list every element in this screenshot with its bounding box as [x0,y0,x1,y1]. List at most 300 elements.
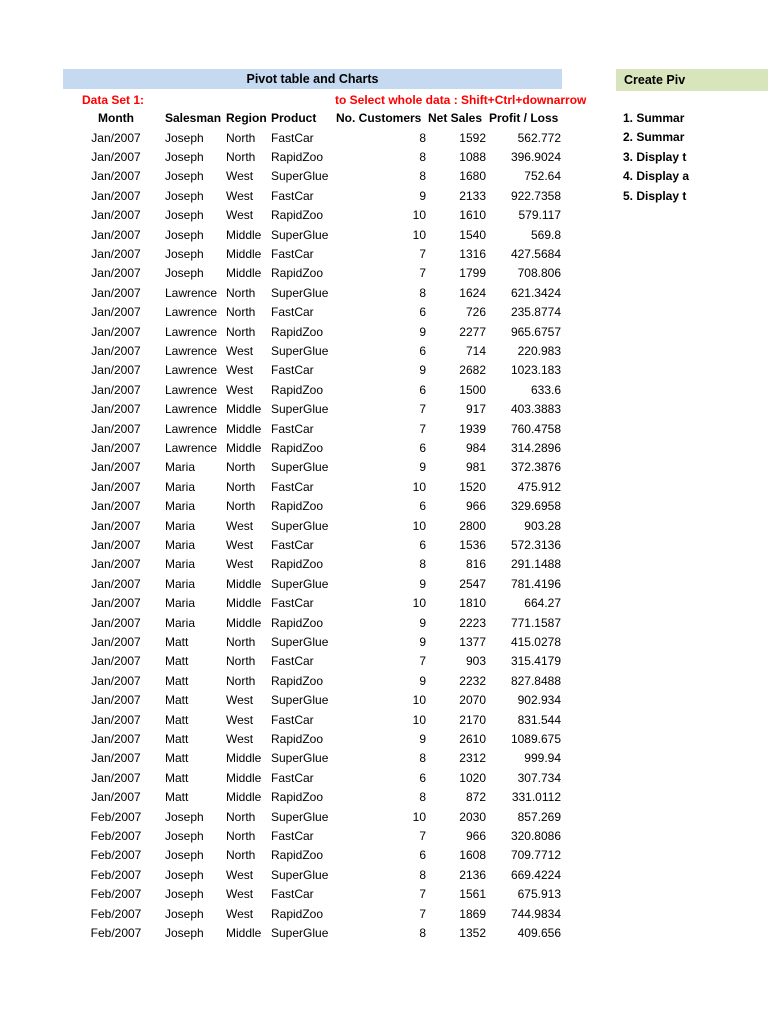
table-row[interactable] [0,264,768,283]
instruction-item[interactable]: 5. Display t [623,188,687,203]
table-row[interactable] [0,206,768,225]
table-row[interactable] [0,361,768,380]
cell-month[interactable]: Jan/2007 [91,363,141,378]
cell-net-sales[interactable]: 2312 [459,751,486,766]
cell-profit[interactable]: 579.117 [518,208,561,223]
cell-profit[interactable]: 331.0112 [511,790,561,805]
table-row[interactable] [0,905,768,924]
cell-region[interactable]: North [226,479,256,494]
cell-customers[interactable]: 10 [412,479,426,494]
cell-region[interactable]: North [226,324,256,339]
cell-customers[interactable]: 8 [419,169,426,184]
table-row[interactable] [0,730,768,749]
cell-profit[interactable]: 320.8086 [510,828,561,843]
cell-net-sales[interactable]: 1608 [459,848,486,863]
cell-customers[interactable]: 6 [419,848,426,863]
cell-month[interactable]: Feb/2007 [90,828,142,843]
table-row[interactable] [0,517,768,536]
cell-profit[interactable]: 427.5684 [510,246,561,261]
cell-customers[interactable]: 9 [419,615,426,630]
cell-salesman[interactable]: Matt [165,770,189,785]
cell-month[interactable]: Jan/2007 [91,576,141,591]
cell-region[interactable]: West [226,887,254,902]
cell-month[interactable]: Jan/2007 [91,246,141,261]
cell-month[interactable]: Jan/2007 [91,634,141,649]
cell-region[interactable]: Middle [226,596,262,611]
cell-profit[interactable]: 569.8 [530,227,561,242]
cell-salesman[interactable]: Joseph [165,848,204,863]
cell-product[interactable]: FastCar [271,770,314,785]
cell-customers[interactable]: 7 [419,828,426,843]
table-row[interactable] [0,924,768,943]
cell-month[interactable]: Jan/2007 [91,402,141,417]
cell-product[interactable]: FastCar [271,305,314,320]
cell-region[interactable]: North [226,149,256,164]
cell-net-sales[interactable]: 2800 [459,518,486,533]
table-row[interactable] [0,749,768,768]
cell-customers[interactable]: 10 [412,712,426,727]
cell-profit[interactable]: 922.7358 [510,188,561,203]
cell-salesman[interactable]: Maria [165,518,196,533]
create-pivot-header[interactable] [616,69,768,91]
table-row[interactable] [0,691,768,710]
cell-profit[interactable]: 314.2896 [510,440,561,455]
instruction-item[interactable]: 3. Display t [623,149,687,164]
cell-product[interactable]: SuperGlue [271,285,329,300]
cell-customers[interactable]: 6 [419,537,426,552]
cell-month[interactable]: Jan/2007 [91,149,141,164]
cell-net-sales[interactable]: 1810 [459,596,486,611]
cell-product[interactable]: FastCar [271,596,314,611]
cell-profit[interactable]: 572.3136 [510,537,561,552]
cell-product[interactable]: RapidZoo [271,731,324,746]
cell-profit[interactable]: 965.6757 [510,324,561,339]
cell-salesman[interactable]: Maria [165,499,196,514]
cell-product[interactable]: RapidZoo [271,266,324,281]
cell-region[interactable]: North [226,673,256,688]
table-row[interactable] [0,478,768,497]
cell-profit[interactable]: 831.544 [517,712,561,727]
table-row[interactable] [0,284,768,303]
cell-customers[interactable]: 9 [419,460,426,475]
cell-region[interactable]: Middle [226,576,262,591]
table-row[interactable] [0,885,768,904]
table-row[interactable] [0,788,768,807]
cell-net-sales[interactable]: 2030 [459,809,486,824]
cell-net-sales[interactable]: 714 [465,343,486,358]
cell-profit[interactable]: 403.3883 [510,402,561,417]
cell-profit[interactable]: 562.772 [517,130,561,145]
cell-net-sales[interactable]: 2136 [459,867,486,882]
cell-region[interactable]: North [226,848,256,863]
cell-customers[interactable]: 6 [419,770,426,785]
cell-month[interactable]: Jan/2007 [91,537,141,552]
cell-region[interactable]: North [226,460,256,475]
cell-product[interactable]: SuperGlue [271,751,329,766]
cell-salesman[interactable]: Joseph [165,130,204,145]
cell-customers[interactable]: 6 [419,305,426,320]
cell-net-sales[interactable]: 984 [465,440,486,455]
cell-salesman[interactable]: Maria [165,537,196,552]
cell-salesman[interactable]: Joseph [165,149,204,164]
cell-month[interactable]: Jan/2007 [91,227,141,242]
cell-product[interactable]: RapidZoo [271,324,324,339]
cell-net-sales[interactable]: 1592 [459,130,486,145]
cell-net-sales[interactable]: 1680 [459,169,486,184]
cell-net-sales[interactable]: 872 [465,790,486,805]
cell-net-sales[interactable]: 2133 [459,188,486,203]
cell-product[interactable]: RapidZoo [271,906,324,921]
cell-month[interactable]: Feb/2007 [90,809,142,824]
cell-customers[interactable]: 9 [419,634,426,649]
cell-month[interactable]: Feb/2007 [90,906,142,921]
cell-product[interactable]: RapidZoo [271,149,324,164]
cell-customers[interactable]: 8 [419,751,426,766]
cell-customers[interactable]: 8 [419,285,426,300]
table-row[interactable] [0,614,768,633]
cell-region[interactable]: Middle [226,266,262,281]
cell-customers[interactable]: 7 [419,906,426,921]
table-row[interactable] [0,711,768,730]
cell-salesman[interactable]: Joseph [165,887,204,902]
table-row[interactable] [0,458,768,477]
cell-region[interactable]: Middle [226,421,262,436]
cell-region[interactable]: North [226,130,256,145]
cell-profit[interactable]: 475.912 [517,479,561,494]
cell-customers[interactable]: 8 [419,867,426,882]
table-row[interactable] [0,226,768,245]
cell-product[interactable]: RapidZoo [271,382,324,397]
header-product[interactable]: Product [271,111,317,125]
cell-customers[interactable]: 6 [419,382,426,397]
cell-region[interactable]: North [226,809,256,824]
cell-customers[interactable]: 7 [419,421,426,436]
cell-profit[interactable]: 709.7712 [510,848,561,863]
table-row[interactable] [0,866,768,885]
cell-net-sales[interactable]: 903 [465,654,486,669]
cell-region[interactable]: West [226,343,254,358]
cell-profit[interactable]: 1089.675 [510,731,561,746]
cell-profit[interactable]: 664.27 [524,596,561,611]
cell-customers[interactable]: 7 [419,654,426,669]
cell-customers[interactable]: 6 [419,343,426,358]
cell-salesman[interactable]: Matt [165,790,189,805]
cell-profit[interactable]: 903.28 [524,518,561,533]
cell-month[interactable]: Jan/2007 [91,382,141,397]
cell-product[interactable]: FastCar [271,363,314,378]
cell-product[interactable]: SuperGlue [271,169,329,184]
cell-month[interactable]: Jan/2007 [91,440,141,455]
cell-product[interactable]: FastCar [271,654,314,669]
cell-net-sales[interactable]: 966 [465,828,486,843]
cell-customers[interactable]: 7 [419,246,426,261]
cell-month[interactable]: Jan/2007 [91,790,141,805]
table-row[interactable] [0,555,768,574]
cell-salesman[interactable]: Joseph [165,809,204,824]
cell-salesman[interactable]: Joseph [165,246,204,261]
cell-region[interactable]: North [226,634,256,649]
cell-customers[interactable]: 8 [419,149,426,164]
cell-customers[interactable]: 10 [412,227,426,242]
cell-month[interactable]: Jan/2007 [91,673,141,688]
cell-month[interactable]: Jan/2007 [91,266,141,281]
cell-product[interactable]: RapidZoo [271,440,324,455]
table-row[interactable] [0,420,768,439]
cell-salesman[interactable]: Joseph [165,925,204,940]
cell-product[interactable]: FastCar [271,479,314,494]
cell-customers[interactable]: 10 [412,693,426,708]
cell-salesman[interactable]: Lawrence [165,324,218,339]
cell-salesman[interactable]: Maria [165,479,196,494]
cell-month[interactable]: Jan/2007 [91,518,141,533]
cell-product[interactable]: RapidZoo [271,208,324,223]
cell-salesman[interactable]: Matt [165,712,189,727]
table-row[interactable] [0,672,768,691]
cell-net-sales[interactable]: 917 [465,402,486,417]
cell-product[interactable]: SuperGlue [271,576,329,591]
table-row[interactable] [0,808,768,827]
cell-region[interactable]: West [226,208,254,223]
table-row[interactable] [0,342,768,361]
cell-salesman[interactable]: Maria [165,615,196,630]
cell-profit[interactable]: 752.64 [524,169,561,184]
cell-customers[interactable]: 7 [419,402,426,417]
header-customers[interactable]: No. Customers [336,111,422,125]
cell-region[interactable]: West [226,518,254,533]
cell-month[interactable]: Jan/2007 [91,208,141,223]
cell-region[interactable]: West [226,169,254,184]
cell-product[interactable]: SuperGlue [271,227,329,242]
cell-product[interactable]: SuperGlue [271,634,329,649]
cell-month[interactable]: Jan/2007 [91,305,141,320]
cell-product[interactable]: SuperGlue [271,343,329,358]
cell-customers[interactable]: 10 [412,596,426,611]
table-row[interactable] [0,652,768,671]
cell-region[interactable]: West [226,537,254,552]
cell-profit[interactable]: 633.6 [530,382,561,397]
cell-salesman[interactable]: Lawrence [165,305,218,320]
cell-month[interactable]: Jan/2007 [91,731,141,746]
cell-salesman[interactable]: Matt [165,693,189,708]
cell-customers[interactable]: 7 [419,887,426,902]
instruction-item[interactable]: 2. Summar [623,130,685,145]
cell-salesman[interactable]: Joseph [165,227,204,242]
cell-net-sales[interactable]: 1500 [459,382,486,397]
header-salesman[interactable]: Salesman [165,111,222,125]
cell-month[interactable]: Jan/2007 [91,324,141,339]
cell-product[interactable]: SuperGlue [271,460,329,475]
cell-region[interactable]: Middle [226,246,262,261]
cell-product[interactable]: FastCar [271,246,314,261]
cell-profit[interactable]: 669.4224 [510,867,561,882]
cell-salesman[interactable]: Lawrence [165,285,218,300]
cell-month[interactable]: Feb/2007 [90,887,142,902]
cell-salesman[interactable]: Lawrence [165,440,218,455]
cell-net-sales[interactable]: 726 [465,305,486,320]
cell-net-sales[interactable]: 2682 [459,363,486,378]
cell-region[interactable]: West [226,188,254,203]
cell-month[interactable]: Jan/2007 [91,693,141,708]
table-row[interactable] [0,303,768,322]
cell-profit[interactable]: 902.934 [517,693,561,708]
cell-month[interactable]: Jan/2007 [91,557,141,572]
cell-product[interactable]: SuperGlue [271,693,329,708]
cell-region[interactable]: West [226,363,254,378]
cell-product[interactable]: FastCar [271,887,314,902]
cell-profit[interactable]: 396.9024 [510,149,561,164]
cell-customers[interactable]: 8 [419,557,426,572]
table-row[interactable] [0,400,768,419]
cell-net-sales[interactable]: 2547 [459,576,486,591]
instruction-item[interactable]: 4. Display a [623,169,690,184]
cell-profit[interactable]: 415.0278 [510,634,561,649]
cell-salesman[interactable]: Lawrence [165,421,218,436]
cell-salesman[interactable]: Lawrence [165,402,218,417]
cell-profit[interactable]: 781.4196 [510,576,561,591]
cell-month[interactable]: Feb/2007 [90,848,142,863]
cell-salesman[interactable]: Joseph [165,266,204,281]
cell-profit[interactable]: 307.734 [517,770,561,785]
cell-region[interactable]: Middle [226,227,262,242]
cell-month[interactable]: Jan/2007 [91,130,141,145]
cell-region[interactable]: Middle [226,615,262,630]
cell-profit[interactable]: 1023.183 [510,363,561,378]
cell-region[interactable]: Middle [226,790,262,805]
cell-net-sales[interactable]: 1377 [459,634,486,649]
cell-net-sales[interactable]: 1520 [459,479,486,494]
cell-month[interactable]: Jan/2007 [91,188,141,203]
table-row[interactable] [0,827,768,846]
cell-salesman[interactable]: Maria [165,596,196,611]
cell-customers[interactable]: 9 [419,673,426,688]
cell-salesman[interactable]: Maria [165,460,196,475]
cell-salesman[interactable]: Maria [165,557,196,572]
cell-profit[interactable]: 708.806 [517,266,561,281]
cell-customers[interactable]: 10 [412,518,426,533]
header-profit[interactable]: Profit / Loss [489,111,559,125]
cell-month[interactable]: Jan/2007 [91,596,141,611]
cell-month[interactable]: Jan/2007 [91,499,141,514]
cell-month[interactable]: Jan/2007 [91,479,141,494]
cell-region[interactable]: West [226,382,254,397]
cell-net-sales[interactable]: 1540 [459,227,486,242]
cell-product[interactable]: FastCar [271,421,314,436]
cell-region[interactable]: North [226,654,256,669]
table-row[interactable] [0,323,768,342]
cell-customers[interactable]: 6 [419,440,426,455]
cell-customers[interactable]: 9 [419,324,426,339]
cell-net-sales[interactable]: 2223 [459,615,486,630]
cell-region[interactable]: North [226,828,256,843]
table-row[interactable] [0,846,768,865]
cell-net-sales[interactable]: 2232 [459,673,486,688]
cell-net-sales[interactable]: 1561 [459,887,486,902]
cell-product[interactable]: SuperGlue [271,402,329,417]
instruction-item[interactable]: 1. Summar [623,111,685,125]
cell-region[interactable]: North [226,305,256,320]
cell-customers[interactable]: 10 [412,809,426,824]
cell-salesman[interactable]: Joseph [165,208,204,223]
cell-product[interactable]: SuperGlue [271,867,329,882]
table-row[interactable] [0,381,768,400]
cell-month[interactable]: Jan/2007 [91,285,141,300]
cell-profit[interactable]: 857.269 [517,809,561,824]
cell-product[interactable]: RapidZoo [271,673,324,688]
cell-customers[interactable]: 9 [419,188,426,203]
cell-net-sales[interactable]: 2070 [459,693,486,708]
cell-product[interactable]: FastCar [271,188,314,203]
cell-product[interactable]: RapidZoo [271,557,324,572]
cell-salesman[interactable]: Joseph [165,906,204,921]
cell-region[interactable]: North [226,285,256,300]
cell-net-sales[interactable]: 1939 [459,421,486,436]
cell-product[interactable]: RapidZoo [271,615,324,630]
cell-net-sales[interactable]: 1624 [459,285,486,300]
cell-profit[interactable]: 372.3876 [510,460,561,475]
cell-customers[interactable]: 8 [419,790,426,805]
cell-month[interactable]: Jan/2007 [91,712,141,727]
cell-customers[interactable]: 9 [419,363,426,378]
cell-net-sales[interactable]: 2277 [459,324,486,339]
cell-net-sales[interactable]: 1316 [459,246,486,261]
cell-customers[interactable]: 7 [419,266,426,281]
cell-profit[interactable]: 329.6958 [510,499,561,514]
cell-salesman[interactable]: Joseph [165,828,204,843]
cell-salesman[interactable]: Matt [165,654,189,669]
cell-net-sales[interactable]: 966 [465,499,486,514]
cell-salesman[interactable]: Joseph [165,188,204,203]
cell-customers[interactable]: 9 [419,576,426,591]
table-row[interactable] [0,633,768,652]
cell-month[interactable]: Jan/2007 [91,654,141,669]
cell-customers[interactable]: 8 [419,925,426,940]
cell-region[interactable]: Middle [226,440,262,455]
cell-profit[interactable]: 409.656 [517,925,561,940]
cell-profit[interactable]: 771.1587 [510,615,561,630]
cell-customers[interactable]: 8 [419,130,426,145]
cell-salesman[interactable]: Lawrence [165,363,218,378]
cell-region[interactable]: Middle [226,751,262,766]
cell-customers[interactable]: 9 [419,731,426,746]
cell-net-sales[interactable]: 1088 [459,149,486,164]
cell-profit[interactable]: 315.4179 [510,654,561,669]
cell-product[interactable]: FastCar [271,537,314,552]
cell-profit[interactable]: 220.983 [517,343,561,358]
table-row[interactable] [0,497,768,516]
cell-net-sales[interactable]: 1536 [459,537,486,552]
cell-product[interactable]: SuperGlue [271,809,329,824]
cell-net-sales[interactable]: 1020 [459,770,486,785]
cell-salesman[interactable]: Joseph [165,169,204,184]
cell-month[interactable]: Jan/2007 [91,770,141,785]
table-row[interactable] [0,594,768,613]
cell-profit[interactable]: 675.913 [517,887,561,902]
cell-region[interactable]: West [226,731,254,746]
cell-profit[interactable]: 744.9834 [510,906,561,921]
cell-month[interactable]: Jan/2007 [91,421,141,436]
cell-product[interactable]: SuperGlue [271,925,329,940]
cell-salesman[interactable]: Matt [165,751,189,766]
table-row[interactable] [0,769,768,788]
cell-net-sales[interactable]: 981 [465,460,486,475]
cell-salesman[interactable]: Matt [165,731,189,746]
cell-profit[interactable]: 291.1488 [510,557,561,572]
cell-product[interactable]: SuperGlue [271,518,329,533]
table-row[interactable] [0,575,768,594]
cell-profit[interactable]: 235.8774 [510,305,561,320]
header-region[interactable]: Region [226,111,267,125]
cell-salesman[interactable]: Joseph [165,867,204,882]
